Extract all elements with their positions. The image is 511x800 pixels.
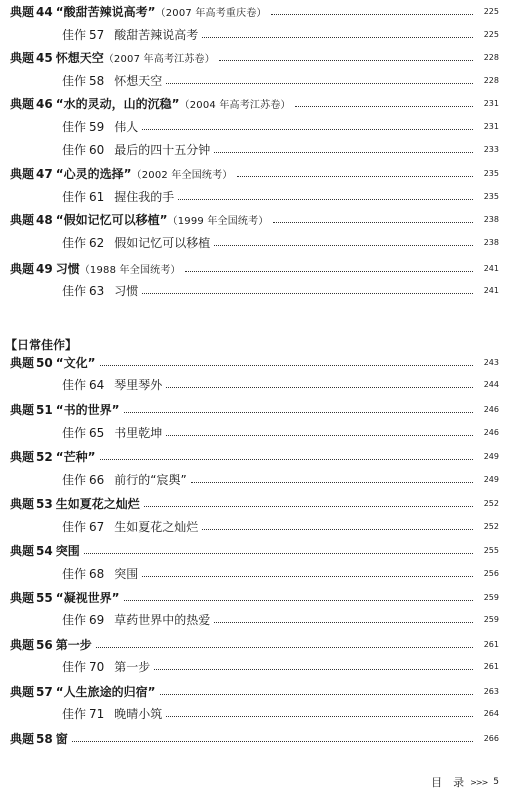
entry-prefix: 佳作 <box>62 142 87 157</box>
leader-dots <box>100 365 474 366</box>
toc-entry-58[interactable] <box>0 729 511 747</box>
leader-dots <box>202 529 473 530</box>
entry-number: 50 <box>36 355 53 370</box>
entry-title: 伟人 <box>114 119 139 134</box>
toc-entry-53[interactable] <box>0 494 511 512</box>
leader-dots <box>154 669 473 670</box>
page-number: 261 <box>483 661 499 671</box>
footer-label: 目 录 <box>431 776 465 789</box>
page-number: 252 <box>483 498 499 508</box>
toc-entry-45[interactable] <box>0 48 511 66</box>
page-number: 241 <box>483 263 499 273</box>
toc-subentry-68[interactable] <box>0 564 511 582</box>
entry-title: 习惯 <box>114 283 139 298</box>
entry-prefix: 佳作 <box>62 189 87 204</box>
entry-prefix: 典题 <box>10 166 35 181</box>
entry-number: 64 <box>89 377 105 392</box>
page-number: 264 <box>483 708 499 718</box>
page-number: 261 <box>483 639 499 649</box>
page-number: 238 <box>483 214 499 224</box>
toc-entry-47[interactable] <box>0 164 511 182</box>
entry-title: 习惯 <box>55 261 80 276</box>
entry-number: 63 <box>89 283 105 298</box>
leader-dots <box>142 129 473 130</box>
toc-subentry-69[interactable] <box>0 610 511 628</box>
leader-dots <box>214 622 473 623</box>
entry-number: 57 <box>36 684 53 699</box>
toc-entry-49[interactable] <box>0 259 511 277</box>
entry-number: 46 <box>36 96 53 111</box>
page-footer <box>431 774 499 790</box>
entry-prefix: 佳作 <box>62 283 87 298</box>
entry-title: 突围 <box>55 543 80 558</box>
toc-entry-55[interactable] <box>0 588 511 606</box>
toc-entry-44[interactable] <box>0 2 511 20</box>
entry-number: 66 <box>89 472 105 487</box>
leader-dots <box>100 459 474 460</box>
page-number: 225 <box>483 29 499 39</box>
page-number: 252 <box>483 521 499 531</box>
entry-number: 71 <box>89 706 105 721</box>
entry-title: “假如记忆可以移植” <box>55 212 168 227</box>
entry-prefix: 佳作 <box>62 659 87 674</box>
entry-title: 第一步 <box>55 637 92 652</box>
entry-title: 书里乾坤 <box>114 425 163 440</box>
toc-subentry-67[interactable] <box>0 517 511 535</box>
entry-prefix: 典题 <box>10 355 35 370</box>
page-number: 266 <box>483 733 499 743</box>
leader-dots <box>273 222 473 223</box>
page-number: 235 <box>483 168 499 178</box>
entry-title: 生如夏花之灿烂 <box>114 519 199 534</box>
leader-dots <box>295 106 473 107</box>
entry-prefix: 佳作 <box>62 706 87 721</box>
entry-number: 52 <box>36 449 53 464</box>
entry-prefix: 佳作 <box>62 119 87 134</box>
entry-prefix: 佳作 <box>62 27 87 42</box>
entry-prefix: 佳作 <box>62 377 87 392</box>
toc-subentry-62[interactable] <box>0 233 511 251</box>
toc-subentry-70[interactable] <box>0 657 511 675</box>
page-number: 263 <box>483 686 499 696</box>
entry-title: “心灵的选择” <box>55 166 132 181</box>
toc-entry-48[interactable] <box>0 210 511 228</box>
page-number: 259 <box>483 592 499 602</box>
toc-subentry-66[interactable] <box>0 470 511 488</box>
entry-number: 69 <box>89 612 105 627</box>
entry-title: 酸甜苦辣说高考 <box>114 27 199 42</box>
entry-prefix: 典题 <box>10 212 35 227</box>
entry-title: 握住我的手 <box>114 189 175 204</box>
leader-dots <box>124 412 474 413</box>
page-number: 231 <box>483 121 499 131</box>
entry-title: 晚晴小筑 <box>114 706 163 721</box>
page-number: 238 <box>483 237 499 247</box>
leader-dots <box>178 199 473 200</box>
entry-number: 65 <box>89 425 105 440</box>
entry-prefix: 典题 <box>10 590 35 605</box>
entry-title: “水的灵动，山的沉稳” <box>55 96 180 111</box>
toc-entry-51[interactable] <box>0 400 511 418</box>
entry-prefix: 佳作 <box>62 519 87 534</box>
entry-number: 55 <box>36 590 53 605</box>
entry-prefix: 佳作 <box>62 566 87 581</box>
entry-title: 第一步 <box>114 659 151 674</box>
entry-prefix: 典题 <box>10 731 35 746</box>
entry-title: 生如夏花之灿烂 <box>55 496 140 511</box>
toc-subentry-63[interactable] <box>0 281 511 299</box>
entry-note: （2004 年高考江苏卷） <box>179 99 291 111</box>
leader-dots <box>214 245 473 246</box>
entry-prefix: 佳作 <box>62 235 87 250</box>
entry-prefix: 典题 <box>10 684 35 699</box>
entry-prefix: 典题 <box>10 637 35 652</box>
page-number: 259 <box>483 614 499 624</box>
entry-prefix: 佳作 <box>62 612 87 627</box>
page-number: 243 <box>483 357 499 367</box>
entry-number: 70 <box>89 659 105 674</box>
entry-title: 最后的四十五分钟 <box>114 142 211 157</box>
entry-number: 57 <box>89 27 105 42</box>
toc-subentry-57[interactable] <box>0 25 511 43</box>
leader-dots <box>124 600 474 601</box>
page-number: 241 <box>483 285 499 295</box>
leader-dots <box>142 576 473 577</box>
toc-subentry-59[interactable] <box>0 117 511 135</box>
page-number: 249 <box>483 451 499 461</box>
toc-entry-50[interactable] <box>0 353 511 371</box>
entry-title: 怀想天空 <box>55 50 104 65</box>
entry-number: 62 <box>89 235 105 250</box>
page-number: 228 <box>483 75 499 85</box>
page-number: 231 <box>483 98 499 108</box>
leader-dots <box>202 37 473 38</box>
leader-dots <box>185 271 473 272</box>
entry-title: “书的世界” <box>55 402 120 417</box>
page-number: 225 <box>483 6 499 16</box>
page-number: 228 <box>483 52 499 62</box>
entry-prefix: 典题 <box>10 4 35 19</box>
entry-number: 49 <box>36 261 53 276</box>
toc-entry-54[interactable] <box>0 541 511 559</box>
entry-note: （1988 年全国统考） <box>79 264 181 276</box>
toc-subentry-64[interactable] <box>0 375 511 393</box>
toc-subentry-61[interactable] <box>0 187 511 205</box>
entry-number: 51 <box>36 402 53 417</box>
entry-number: 59 <box>89 119 105 134</box>
leader-dots <box>72 741 473 742</box>
leader-dots <box>219 60 473 61</box>
entry-number: 68 <box>89 566 105 581</box>
entry-title: 怀想天空 <box>114 73 163 88</box>
entry-title: 草药世界中的热爱 <box>114 612 211 627</box>
entry-title: 琴里琴外 <box>114 377 163 392</box>
toc-entry-46[interactable] <box>0 94 511 112</box>
entry-title: “人生旅途的归宿” <box>55 684 156 699</box>
page-number: 255 <box>483 545 499 555</box>
entry-number: 58 <box>89 73 105 88</box>
entry-title: 前行的“宸舆” <box>114 472 187 487</box>
entry-number: 58 <box>36 731 53 746</box>
leader-dots <box>96 647 473 648</box>
entry-number: 54 <box>36 543 53 558</box>
section-heading: 【日常佳作】 <box>5 338 78 352</box>
entry-number: 60 <box>89 142 105 157</box>
page-number: 256 <box>483 568 499 578</box>
toc-subentry-65[interactable] <box>0 423 511 441</box>
entry-number: 67 <box>89 519 105 534</box>
entry-title: 窗 <box>55 731 68 746</box>
leader-dots <box>237 176 473 177</box>
entry-prefix: 佳作 <box>62 425 87 440</box>
entry-prefix: 典题 <box>10 496 35 511</box>
entry-number: 47 <box>36 166 53 181</box>
entry-note: （2007 年高考江苏卷） <box>103 53 215 65</box>
entry-prefix: 典题 <box>10 543 35 558</box>
page-number: 249 <box>483 474 499 484</box>
entry-title: 假如记忆可以移植 <box>114 235 211 250</box>
entry-title: “文化” <box>55 355 96 370</box>
entry-number: 48 <box>36 212 53 227</box>
entry-note: （2007 年高考重庆卷） <box>155 7 267 19</box>
entry-prefix: 佳作 <box>62 472 87 487</box>
leader-dots <box>144 506 473 507</box>
leader-dots <box>160 694 474 695</box>
toc-entry-57[interactable] <box>0 682 511 700</box>
page-number: 235 <box>483 191 499 201</box>
entry-number: 53 <box>36 496 53 511</box>
entry-prefix: 典题 <box>10 402 35 417</box>
toc-entry-56[interactable] <box>0 635 511 653</box>
entry-number: 45 <box>36 50 53 65</box>
entry-number: 44 <box>36 4 53 19</box>
entry-prefix: 典题 <box>10 261 35 276</box>
entry-note: （2002 年全国统考） <box>131 169 233 181</box>
entry-title: “凝视世界” <box>55 590 120 605</box>
page-number: 246 <box>483 427 499 437</box>
entry-prefix: 佳作 <box>62 73 87 88</box>
leader-dots <box>166 83 473 84</box>
entry-title: 突围 <box>114 566 139 581</box>
entry-title: “酸甜苦辣说高考” <box>55 4 156 19</box>
entry-number: 56 <box>36 637 53 652</box>
toc-subentry-60[interactable] <box>0 140 511 158</box>
entry-note: （1999 年全国统考） <box>167 215 269 227</box>
entry-title: “芒种” <box>55 449 96 464</box>
leader-dots <box>84 553 473 554</box>
leader-dots <box>166 716 473 717</box>
leader-dots <box>191 482 473 483</box>
page-number: 244 <box>483 379 499 389</box>
entry-prefix: 典题 <box>10 96 35 111</box>
footer-page-number: 5 <box>493 777 499 787</box>
toc-subentry-71[interactable] <box>0 704 511 722</box>
leader-dots <box>142 293 473 294</box>
toc-subentry-58[interactable] <box>0 71 511 89</box>
page-number: 246 <box>483 404 499 414</box>
entry-prefix: 典题 <box>10 449 35 464</box>
entry-prefix: 典题 <box>10 50 35 65</box>
leader-dots <box>166 387 473 388</box>
leader-dots <box>166 435 473 436</box>
page-number: 233 <box>483 144 499 154</box>
leader-dots <box>271 14 473 15</box>
footer-arrows: >>> <box>470 777 488 787</box>
leader-dots <box>214 152 473 153</box>
entry-number: 61 <box>89 189 105 204</box>
toc-entry-52[interactable] <box>0 447 511 465</box>
